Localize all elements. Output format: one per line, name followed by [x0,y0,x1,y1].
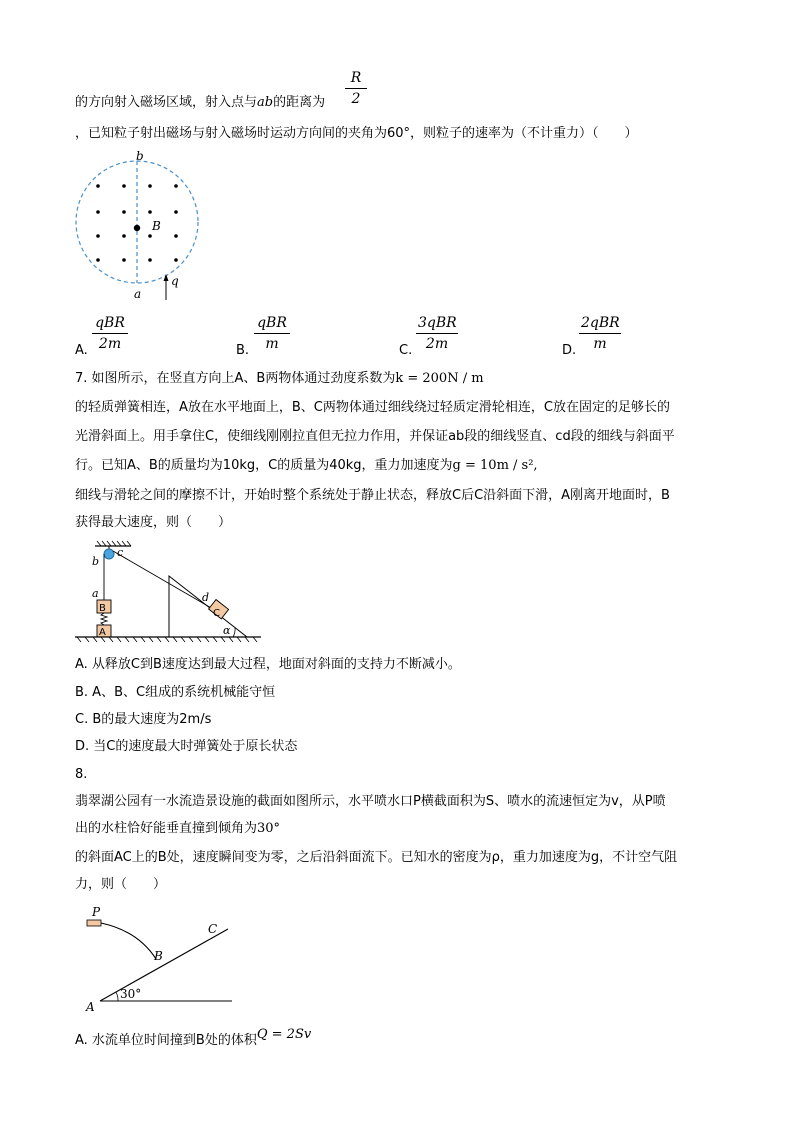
label-d: d [202,591,210,604]
label-A: A [86,1000,95,1014]
label-angle: 30° [120,987,142,1001]
distance-fraction [345,68,367,109]
q8-number: 8. [75,767,88,782]
q6-option-c-letter: C. [399,343,413,358]
label-P: P [92,905,101,919]
q7-line4-formula: g = 10m / s², [452,458,538,473]
q7-line5: 细线与滑轮之间的摩擦不计，开始时整个系统处于静止状态，释放C后C沿斜面下滑，A刚离开地面时，B [75,488,670,503]
label-C: C [208,922,218,936]
label-a: a [134,287,142,301]
pulley [104,549,114,559]
q6-option-d-letter: D. [562,343,577,358]
q6-option-b-den: m [265,336,279,352]
pulley-incline-figure [75,540,265,648]
q7-line1-text: 7. 如图所示，在竖直方向上A、B两物体通过劲度系数为 [75,371,396,386]
label-C: C [213,608,220,619]
q8-line3: 的斜面AC上的B处，速度瞬间变为零，之后沿斜面流下。已知水的密度为ρ，重力加速度为g，不计空气阻 [75,850,678,865]
q8-line2 [75,820,280,838]
label-B: B [154,949,163,963]
label-b: b [136,150,144,163]
q6-option-c-frac [416,313,458,354]
q6-option-b-num: qBR [254,313,290,334]
q6-option-d-frac [579,313,621,354]
q6-option-c-num: 3qBR [416,313,458,334]
label-b: b [92,555,100,568]
q8-option-a [75,1027,312,1050]
label-a: a [92,587,99,600]
fraction-denominator: 2 [351,91,361,107]
water-jet-figure [80,903,240,1015]
q6-option-a-letter: A. [75,343,88,358]
q7-line1-formula: k = 200N / m [395,371,484,386]
q7-option-b: B. A、B、C组成的系统机械能守恒 [75,685,276,700]
q6-line1-text: 的方向射入磁场区域，射入点与 [75,95,258,110]
q7-line4 [75,457,538,475]
q8-line2-formula: 30° [257,821,281,836]
label-alpha: α [223,624,231,637]
q6-option-a-num: qBR [92,313,128,334]
q6-line1-end: 的距离为 [273,95,326,110]
q8-option-a-text: A. 水流单位时间撞到B处的体积 [75,1033,257,1048]
q7-line1 [75,370,484,388]
q7-line2: 的轻质弹簧相连，A放在水平地面上，B、C两物体通过细线绕过轻质定滑轮相连，C放在固定的足够长的 [75,400,670,415]
q6-option-a-frac [92,313,128,354]
q8-line1: 翡翠湖公园有一水流造景设施的截面如图所示，水平喷水口P横截面积为S、喷水的流速恒定为v，从P喷 [75,794,666,809]
q6-option-a-den: 2m [98,336,122,352]
q7-line4-text: 行。已知A、B的质量均为10kg，C的质量为40kg，重力加速度为 [75,458,453,473]
q6-option-d-num: 2qBR [579,313,621,334]
q7-option-a: A. 从释放C到B速度达到最大过程，地面对斜面的支持力不断减小。 [75,657,461,672]
q8-line2-text: 出的水柱恰好能垂直撞到倾角为 [75,821,258,836]
q8-option-a-formula: Q = 2Sv [256,1027,312,1042]
label-B: B [99,603,106,614]
label-q: q [171,274,179,288]
q7-line6: 获得最大速度，则（ ） [75,515,232,530]
label-c: c [117,546,124,559]
label-A: A [99,627,106,638]
q8-line4: 力，则（ ） [75,877,167,892]
q6-line1 [75,94,325,112]
q7-option-c: C. B的最大速度为2m/s [75,712,212,727]
label-B: B [152,219,161,233]
nozzle-P [87,920,101,926]
q6-line2: ，已知粒子射出磁场与射入磁场时运动方向间的夹角为60°，则粒子的速率为（不计重力）（ ） [75,126,638,141]
q6-option-c-den: 2m [425,336,449,352]
q7-line3: 光滑斜面上。用手拿住C，使细线刚刚拉直但无拉力作用，并保证ab段的细线竖直、cd段的细线与斜面平 [75,429,675,444]
q6-option-b-frac [254,313,290,354]
q6-line1-var: ab [257,95,274,110]
q7-option-d: D. 当C的速度最大时弹簧处于原长状态 [75,739,298,754]
q6-option-d-den: m [593,336,607,352]
q6-option-b-letter: B. [236,343,250,358]
magnetic-field-figure [70,150,210,305]
fraction-numerator: R [345,68,367,89]
